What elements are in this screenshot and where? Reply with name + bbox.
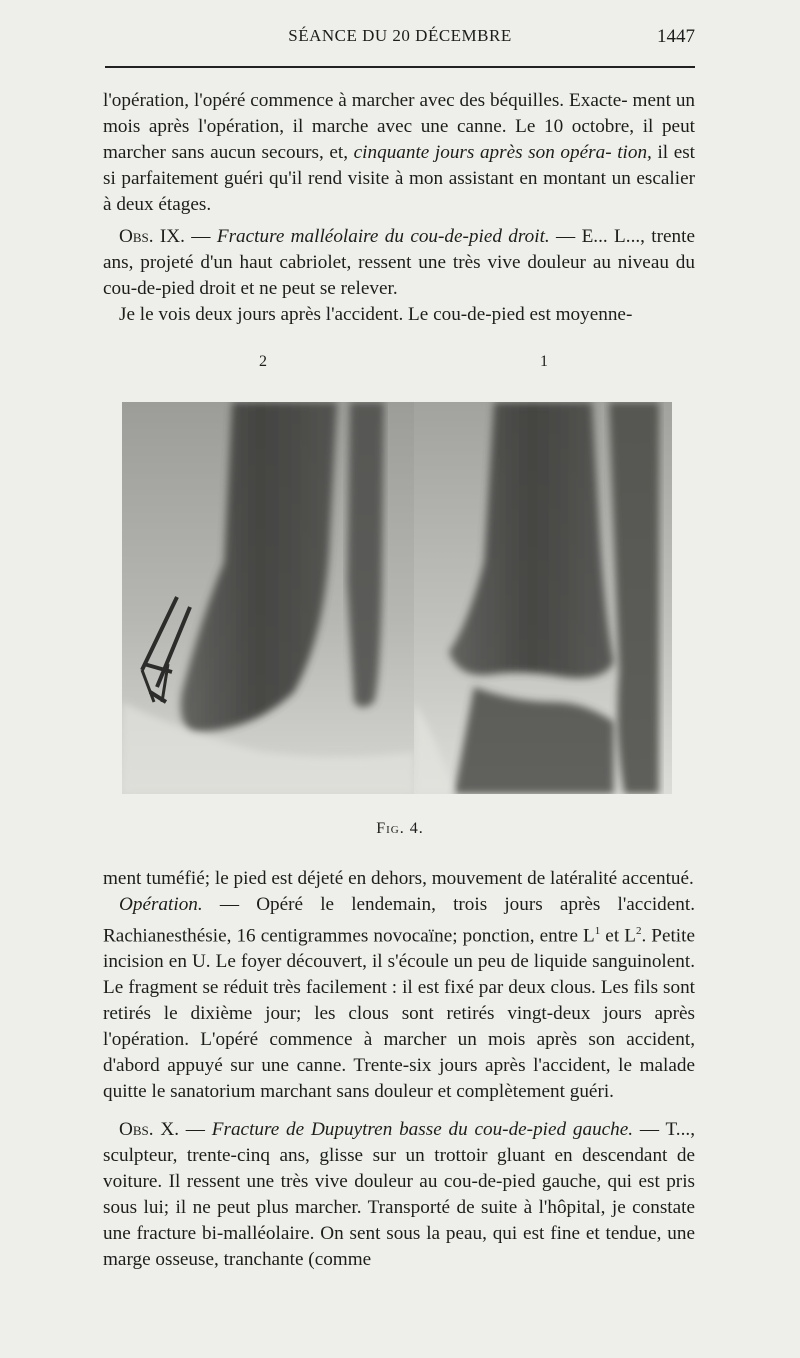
paragraph-4: ment tuméfié; le pied est déjeté en dehors, mouvement de latéralité accentué. <box>103 868 694 889</box>
xray-image-right <box>414 402 672 794</box>
obs-label: Obs. X. <box>119 1119 179 1141</box>
top-text-block <box>103 88 695 328</box>
figure-label-left: 2 <box>259 353 267 370</box>
figure-label-right: 1 <box>540 353 548 370</box>
observation-10 <box>103 1117 695 1273</box>
line: l'opération, l'opéré commence à marcher avec des béquilles. Exacte- <box>103 90 628 111</box>
line: il peut marcher sans aucun secours, et, <box>103 116 695 163</box>
page-header <box>105 26 695 48</box>
obs-text: — T..., sculpteur, trente-cinq ans, glisse sur un trottoir gluant en descendant de voiture. Il ressent une très vive douleur au cou-de-pied gauche, qui est pris sous lui; il ne peut plus marcher. Transporté de suite à l'hôpital, je constate une fracture bi-malléolaire. On sent sous la peau, qui est fine et tendue, une marge osseuse, tranchante (comme <box>103 1119 695 1271</box>
line: montant un escalier à deux étages. <box>103 168 696 215</box>
operation-paragraph <box>103 892 695 1105</box>
line: ment un mois après l'opération, il marche avec une canne. Le 10 octobre, <box>103 90 696 137</box>
running-title: SÉANCE DU 20 DÉCEMBRE <box>288 26 512 45</box>
figure-caption <box>0 820 800 838</box>
dash: — <box>202 894 257 915</box>
bottom-text-block <box>103 866 695 1273</box>
superscript: 2 <box>635 925 642 937</box>
observation-9 <box>103 224 695 302</box>
paragraph-1 <box>103 88 695 218</box>
operation-text: et L <box>600 925 636 947</box>
page-number: 1447 <box>657 26 695 47</box>
superscript: 1 <box>594 925 601 937</box>
caption-text: Fig. 4. <box>376 820 424 837</box>
obs-title: Fracture de Dupuytren basse du cou-de-pied gauche. <box>211 1119 634 1141</box>
line: il est si parfaitement guéri qu'il rend visite à mon assistant en <box>103 142 696 189</box>
dash: — <box>184 226 217 247</box>
italic-phrase: cinquante jours après son opéra- <box>353 142 612 163</box>
paragraph-3: Je le vois deux jours après l'accident. Le cou-de-pied est moyenne- <box>119 304 633 325</box>
operation-text: . Petite incision en U. Le foyer découvert, il s'écoule un peu de liquide sanguinolent. Le fragment se réduit très facilement : il est fixé par deux clous. Les fils sont retirés le dixième jour; les clous sont retirés vingt-deux jours après l'opération. L'opéré commence à marcher un mois après son accident, d'abord appuyé sur une canne. Trente-six jours après l'accident, le malade quitte le sanatorium marchant sans douleur et complètement guéri. <box>103 925 695 1103</box>
italic-phrase-end: tion, <box>617 142 652 163</box>
operation-text: Opéré le lendemain, trois jours après l'accident. Rachianesthésie, 16 centigrammes novocaïne; ponction, entre L <box>103 894 696 947</box>
dash: — <box>179 1119 212 1141</box>
obs-title: Fracture malléolaire du cou-de-pied droit. <box>216 226 550 247</box>
operation-label: Opération. <box>119 894 203 915</box>
obs-label: Obs. IX. <box>119 226 185 247</box>
xray-image-left <box>122 402 414 794</box>
header-rule <box>105 66 695 68</box>
obs-text: — E... L..., trente ans, projeté d'un haut cabriolet, ressent une très vive douleur au niveau du cou-de-pied droit et ne peut se relever. <box>103 226 695 299</box>
